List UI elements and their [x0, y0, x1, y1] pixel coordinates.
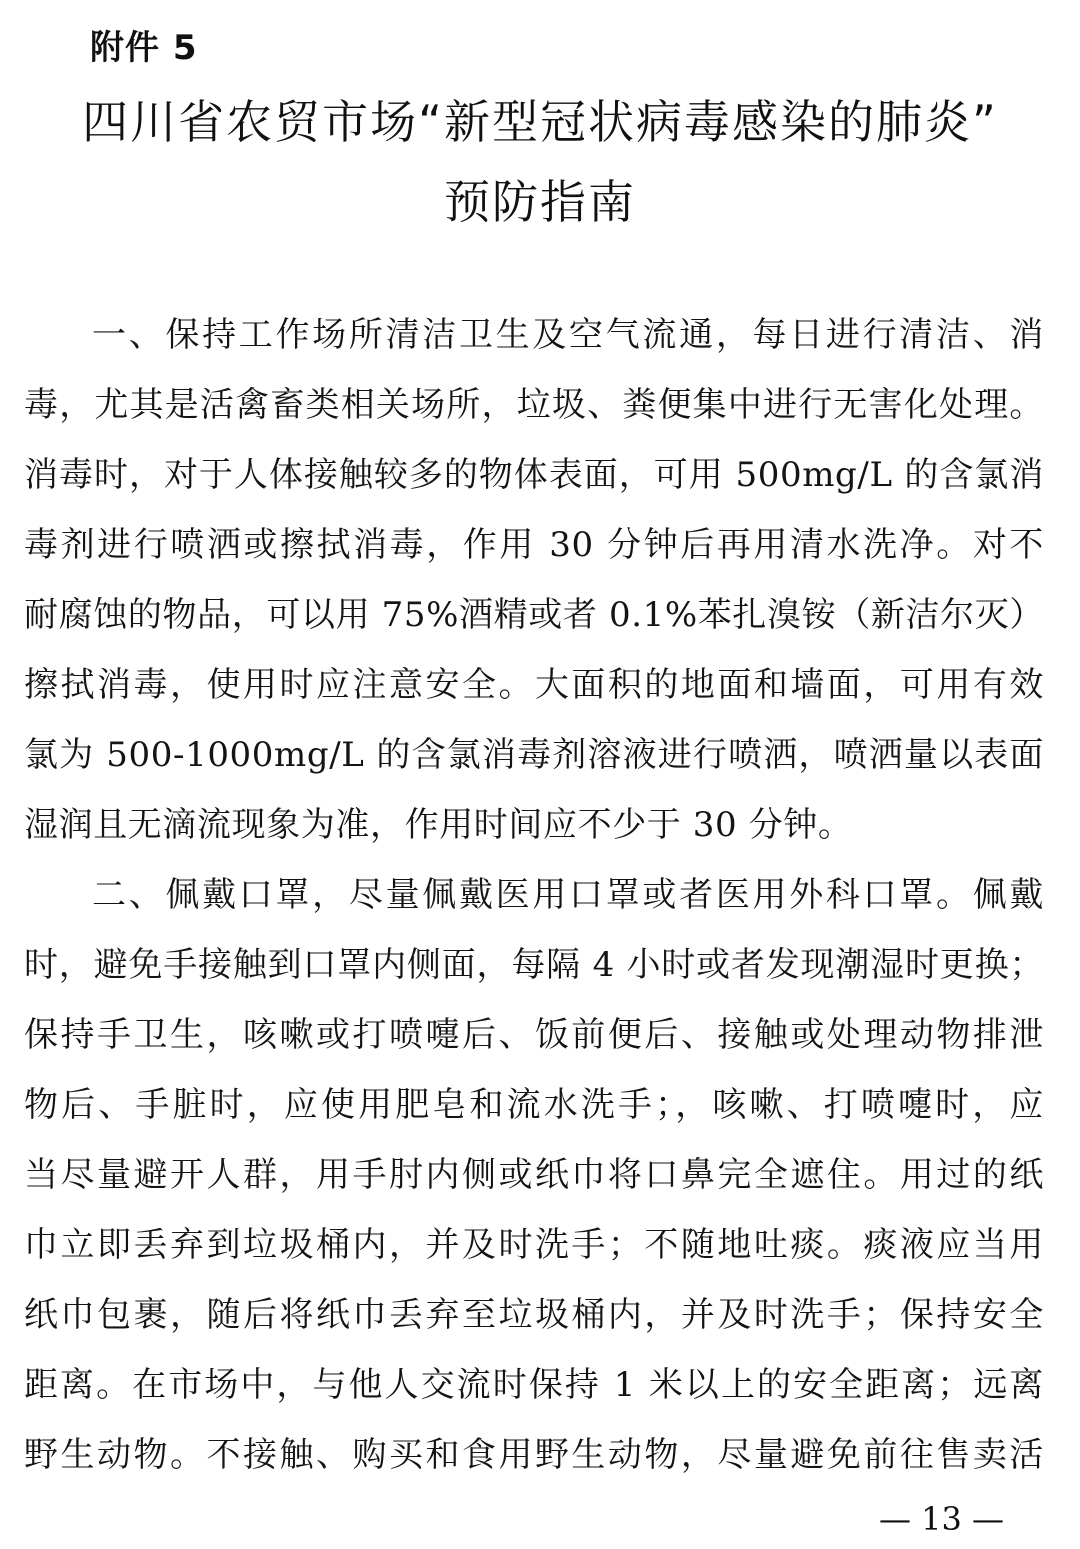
paragraph-1-line: 一、保持工作场所清洁卫生及空气流通，每日进行清洁、消 [92, 315, 1044, 355]
paragraph-1-line: 氯为 500-1000mg/L 的含氯消毒剂溶液进行喷洒，喷洒量以表面 [24, 735, 1044, 775]
title-line-2: 预防指南 [444, 175, 636, 229]
paragraph-2-line: 距离。在市场中，与他人交流时保持 1 米以上的安全距离；远离 [24, 1365, 1044, 1405]
paragraph-2-line: 野生动物。不接触、购买和食用野生动物，尽量避免前往售卖活 [24, 1435, 1044, 1475]
paragraph-1-line: 毒，尤其是活禽畜类相关场所，垃圾、粪便集中进行无害化处理。 [24, 385, 1044, 425]
paragraph-1-line: 湿润且无滴流现象为准，作用时间应不少于 30 分钟。 [24, 805, 853, 845]
attachment-label: 附件 5 [90, 28, 198, 68]
document-body [24, 300, 1044, 1490]
paragraph-1-line: 擦拭消毒，使用时应注意安全。大面积的地面和墙面，可用有效 [24, 665, 1044, 705]
paragraph-2-line: 时，避免手接触到口罩内侧面，每隔 4 小时或者发现潮湿时更换； [24, 945, 1044, 985]
title-line-1: 四川省农贸市场“新型冠状病毒感染的肺炎” [82, 95, 998, 149]
paragraph-2-line: 纸巾包裹，随后将纸巾丢弃至垃圾桶内，并及时洗手；保持安全 [24, 1295, 1044, 1335]
paragraph-2-line: 保持手卫生，咳嗽或打喷嚏后、饭前便后、接触或处理动物排泄 [24, 1015, 1044, 1055]
paragraph-2-line: 物后、手脏时，应使用肥皂和流水洗手；，咳嗽、打喷嚏时，应 [24, 1085, 1044, 1125]
page-number: — 13 — [878, 1500, 1004, 1538]
paragraph-1-line: 耐腐蚀的物品，可以用 75%酒精或者 0.1%苯扎溴铵（新洁尔灭） [24, 595, 1044, 635]
paragraph-1-line: 消毒时，对于人体接触较多的物体表面，可用 500mg/L 的含氯消 [24, 455, 1044, 495]
paragraph-1-line: 毒剂进行喷洒或擦拭消毒，作用 30 分钟后再用清水洗净。对不 [24, 525, 1044, 565]
paragraph-2-line: 巾立即丢弃到垃圾桶内，并及时洗手；不随地吐痰。痰液应当用 [24, 1225, 1044, 1265]
paragraph-2-line: 当尽量避开人群，用手肘内侧或纸巾将口鼻完全遮住。用过的纸 [24, 1155, 1044, 1195]
paragraph-2-line: 二、佩戴口罩，尽量佩戴医用口罩或者医用外科口罩。佩戴 [92, 875, 1044, 915]
